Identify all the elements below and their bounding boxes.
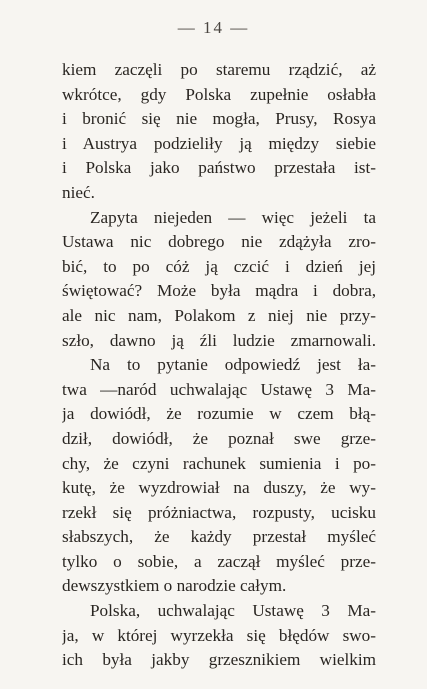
body-text xyxy=(62,58,376,673)
text-line: dewszystkiem o narodzie całym. xyxy=(62,576,287,596)
text-line: ich była jakby grzesznikiem wielkim xyxy=(62,650,376,670)
text-line: nieć. xyxy=(62,182,95,202)
text-line: bić, to po cóż ją czcić i dzień jej xyxy=(62,256,376,276)
page-number: — 14 — xyxy=(177,18,250,37)
text-line: słabszych, że każdy przestał myśleć xyxy=(62,527,376,547)
text-line: szło, dawno ją źli ludzie zmarnowali. xyxy=(62,330,376,350)
text-line: i Polska jako państwo przestała ist- xyxy=(62,158,376,178)
text-line: ale nic nam, Polakom z niej nie przy- xyxy=(62,305,376,325)
text-line: Zapyta niejeden — więc jeżeli ta xyxy=(90,207,376,227)
text-line: i Austrya podzieliły ją między siebie xyxy=(62,133,376,153)
text-line: wkrótce, gdy Polska zupełnie osłabła xyxy=(62,84,376,104)
text-line: i bronić się nie mogła, Prusy, Rosya xyxy=(62,109,376,129)
text-line: tylko o sobie, a zaczął myśleć prze- xyxy=(62,551,376,571)
text-line: kiem zaczęli po staremu rządzić, aż xyxy=(62,60,376,79)
text-line: dził, dowiódł, że poznał swe grze- xyxy=(62,428,376,448)
text-line: kutę, że wyzdrowiał na duszy, że wy- xyxy=(62,478,376,498)
text-line: twa —naród uchwalając Ustawę 3 Ma- xyxy=(62,379,376,399)
text-line: Na to pytanie odpowiedź jest ła- xyxy=(90,355,376,375)
text-line: rzekł się próżniactwa, rozpusty, ucisku xyxy=(62,502,376,522)
text-line: ja dowiódł, że rozumie w czem błą- xyxy=(62,404,376,424)
text-line: świętować? Może była mądra i dobra, xyxy=(62,281,376,301)
text-line: Ustawa nic dobrego nie zdążyła zro- xyxy=(62,232,376,252)
text-line: Polska, uchwalając Ustawę 3 Ma- xyxy=(90,601,376,621)
text-line: chy, że czyni rachunek sumienia i po- xyxy=(62,453,376,473)
text-line: ja, w której wyrzekła się błędów swo- xyxy=(62,625,376,645)
